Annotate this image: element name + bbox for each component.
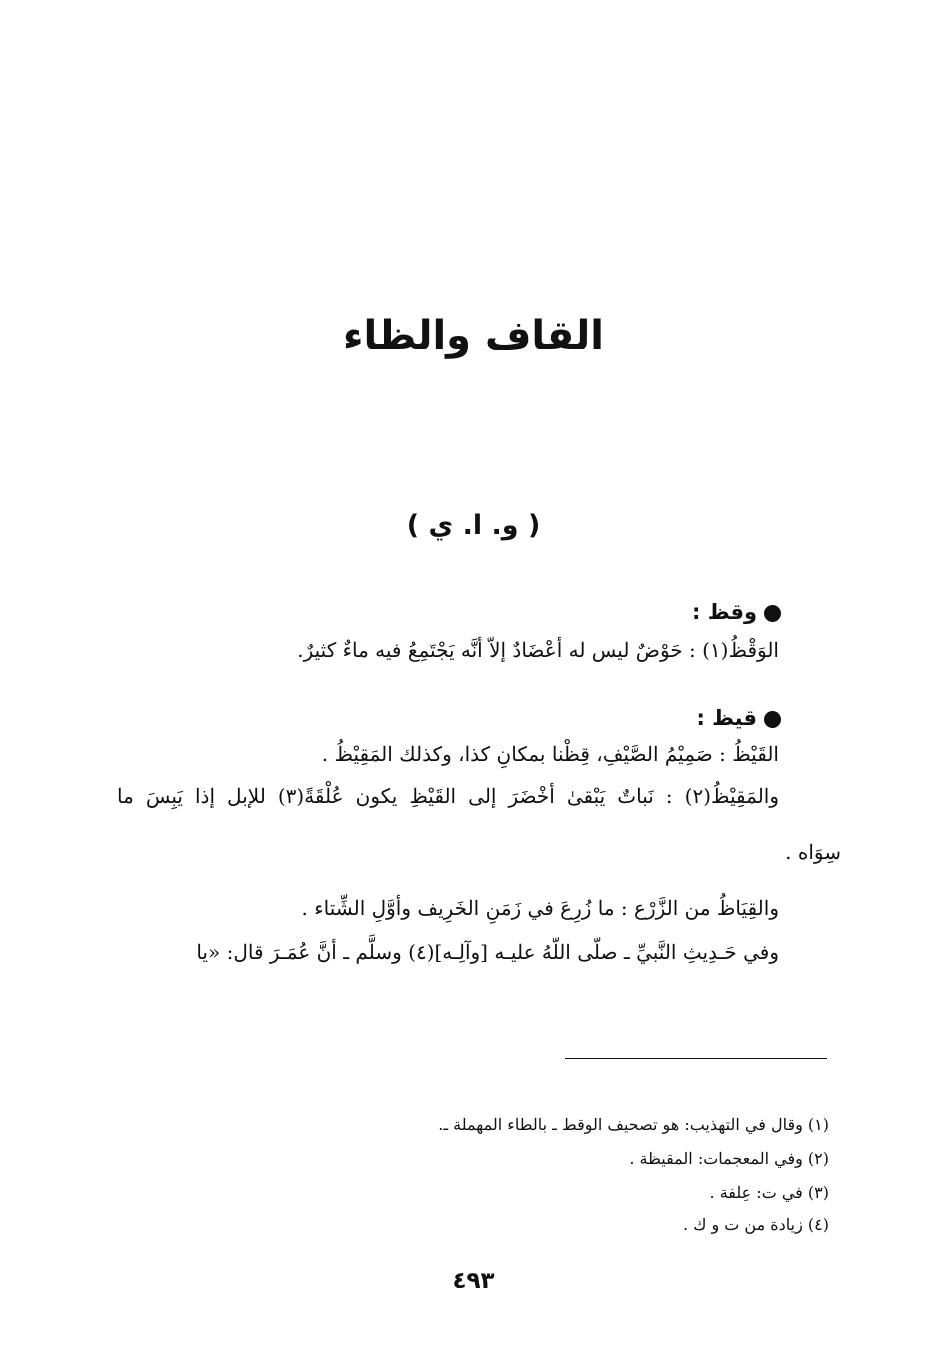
chapter-title: القاف والظاء <box>343 313 604 359</box>
entry-headword-waqz <box>381 596 781 628</box>
entry-line: القَيْظُ : صَمِيْمُ الصَّيْفِ، قِظْنا بمكانِ كذا، وكذلك المَقِيْظُ . <box>321 742 779 766</box>
entry-line: سِوَاه . <box>785 840 841 864</box>
entry-line: وفي حَـدِيثِ النَّبيِّ ـ صلّى اللّهُ عليـه [وآلِـه](٤) وسلَّم ـ أنَّ عُمَـرَ قال: «يا <box>196 940 779 964</box>
root-heading: ( و. ا. ي ) <box>406 510 541 541</box>
entry-line: والمَقِيْظُ(٢) : نَباتٌ يَبْقىٰ أخْضَرَ إلى القَيْظِ يكون عُلْقَةً(٣) للإبل إذا يَبِسَ ما <box>117 784 779 808</box>
footnote-separator <box>565 1058 827 1059</box>
headword-label: قيظ : <box>696 706 757 730</box>
footnote-3: (٣) في ت: عِلفة . <box>709 1183 829 1202</box>
entry-headword-qayz <box>381 702 781 734</box>
footnote-1: (١) وقال في التهذيب: هو تصحيف الوقط ـ بالطاء المهملة ـ. <box>438 1115 829 1134</box>
entry-line: والقِيَاظُ من الزَّرْع : ما زُرِعَ في زَمَنِ الخَرِيف وأوَّلِ الشِّتاء . <box>301 896 779 920</box>
bullet-icon <box>764 605 781 622</box>
entry-line: الوَقْظُ(١) : حَوْضٌ ليس له أعْضَادٌ إلاّ أنَّه يَجْتَمِعُ فيه ماءٌ كثيرٌ. <box>297 638 779 662</box>
footnote-4: (٤) زيادة من ت و ك . <box>683 1215 829 1234</box>
footnote-2: (٢) وفي المعجمات: المقيظة . <box>629 1149 829 1168</box>
headword-label: وقظ : <box>692 600 757 624</box>
bullet-icon <box>764 711 781 728</box>
page-number: ٤٩٣ <box>452 1268 495 1294</box>
